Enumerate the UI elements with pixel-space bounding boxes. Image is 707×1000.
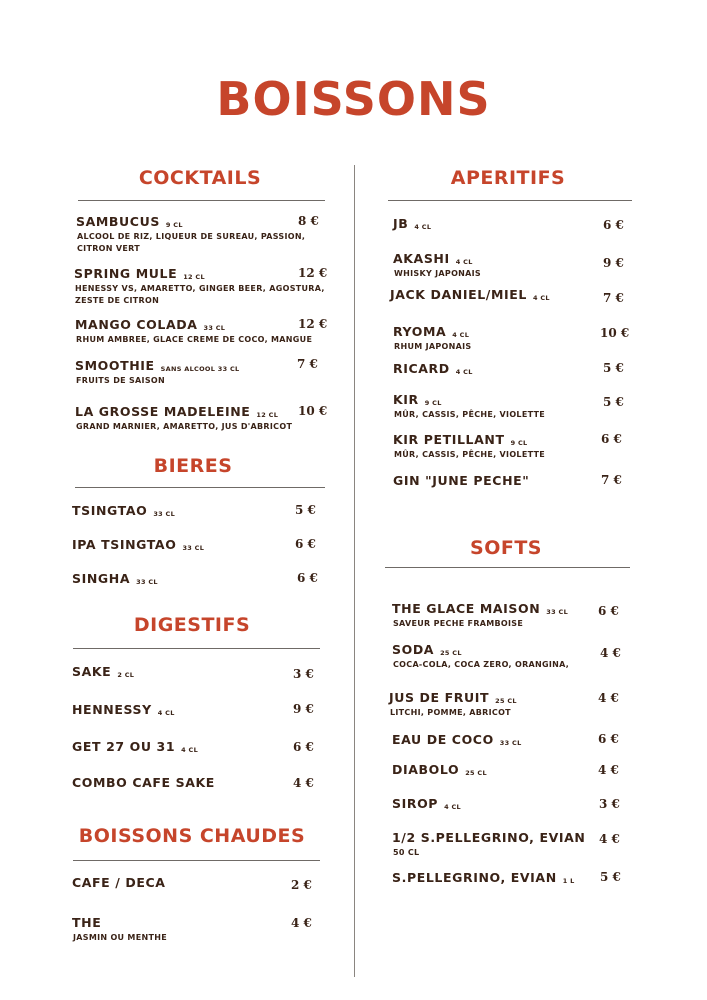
item-description: CITRON VERT: [77, 243, 140, 253]
menu-item-name: [72, 571, 158, 586]
item-price: 5 €: [600, 870, 621, 884]
section-divider: [73, 648, 320, 649]
item-name: JACK DANIEL/MIEL: [390, 287, 527, 302]
menu-item-name: [72, 739, 198, 754]
item-price: 6 €: [297, 571, 318, 585]
item-description: COCA-COLA, COCA ZERO, ORANGINA,: [393, 660, 570, 669]
section-divider: [385, 567, 630, 568]
item-volume: 4 CL: [532, 294, 550, 302]
item-description: HENESSY VS, AMARETTO, GINGER BEER, AGOSTURA,: [75, 284, 325, 293]
item-description: MÛR, CASSIS, PÊCHE, VIOLETTE: [394, 450, 546, 459]
item-price: 7 €: [601, 473, 622, 487]
item-description: ALCOOL DE RIZ, LIQUEUR DE SUREAU, PASSION,: [77, 232, 306, 241]
section-divider: [388, 200, 632, 201]
menu-item-name: [393, 251, 473, 266]
item-name: SINGHA: [72, 571, 131, 586]
item-name: KIR: [393, 392, 419, 407]
menu-item-name: [393, 216, 431, 231]
item-price: 9 €: [603, 256, 624, 270]
item-name: THE: [72, 915, 102, 930]
item-price: 7 €: [297, 357, 318, 371]
item-name: EAU DE COCO: [392, 732, 494, 747]
item-volume: 9 CL: [424, 399, 442, 407]
item-name: SMOOTHIE: [75, 358, 155, 373]
item-name: SIROP: [392, 796, 439, 811]
item-name: RYOMA: [393, 324, 447, 339]
menu-item-name: [392, 642, 462, 657]
item-price: 12 €: [298, 317, 328, 331]
item-volume: 33 CL: [203, 324, 226, 332]
item-price: 7 €: [603, 291, 624, 305]
item-volume: 25 CL: [440, 649, 462, 657]
item-volume: 33 CL: [546, 608, 569, 616]
item-volume: 9 CL: [165, 221, 183, 229]
item-volume: 4 CL: [444, 803, 461, 811]
item-volume: 12 CL: [183, 273, 205, 281]
section-divider: [75, 487, 325, 488]
item-name: GIN "JUNE PECHE": [393, 473, 530, 488]
menu-item-name: [72, 915, 101, 930]
menu-item-name: [392, 762, 487, 777]
item-price: 3 €: [599, 797, 620, 811]
item-name: GET 27 OU 31: [72, 739, 176, 754]
menu-item-name: [390, 287, 550, 302]
item-volume: 12 CL: [256, 411, 279, 419]
item-price: 12 €: [298, 266, 328, 280]
menu-item-name: [389, 690, 517, 705]
item-name: MANGO COLADA: [75, 317, 198, 332]
item-description: FRUITS DE SAISON: [76, 376, 165, 385]
item-name: SODA: [392, 642, 435, 657]
item-price: 6 €: [598, 604, 619, 618]
item-volume: 4 CL: [181, 746, 199, 754]
menu-item-name: [393, 324, 469, 339]
item-description: LITCHI, POMME, ABRICOT: [390, 708, 511, 717]
menu-item-name: [392, 732, 522, 747]
item-price: 6 €: [601, 432, 622, 446]
section-title: APERITIFS: [450, 167, 566, 189]
item-name: 1/2 S.PELLEGRINO, EVIAN: [392, 830, 586, 845]
item-price: 5 €: [603, 361, 624, 375]
section-title: DIGESTIFS: [133, 614, 251, 636]
item-volume: 2 CL: [117, 671, 135, 679]
menu-item-name: [72, 503, 175, 518]
item-description: ZESTE DE CITRON: [75, 295, 160, 305]
item-volume: 9 CL: [510, 439, 528, 447]
menu-item-name: [393, 473, 529, 488]
section-divider: [73, 860, 320, 861]
item-price: 4 €: [600, 646, 621, 660]
item-volume: 1 L: [562, 877, 575, 885]
section-title: COCKTAILS: [138, 167, 262, 189]
item-name: SPRING MULE: [74, 266, 178, 281]
item-price: 6 €: [295, 537, 316, 551]
item-description: JASMIN OU MENTHE: [73, 933, 167, 942]
item-name: COMBO CAFE SAKE: [72, 775, 215, 790]
item-price: 5 €: [603, 395, 624, 409]
item-name: S.PELLEGRINO, EVIAN: [392, 870, 557, 885]
menu-item-name: [393, 392, 442, 407]
item-name: LA GROSSE MADELEINE: [75, 404, 251, 419]
item-price: 8 €: [298, 214, 319, 228]
item-name: THE GLACE MAISON: [392, 601, 541, 616]
item-description: RHUM AMBREE, GLACE CREME DE COCO, MANGUE: [76, 335, 313, 344]
item-name: KIR PETILLANT: [393, 432, 505, 447]
item-price: 3 €: [293, 667, 314, 681]
item-description: 50 CL: [393, 848, 420, 857]
item-description: MÛR, CASSIS, PÊCHE, VIOLETTE: [394, 410, 546, 419]
item-name: TSINGTAO: [72, 503, 148, 518]
item-volume: 25 CL: [465, 769, 487, 777]
menu-item-name: [392, 796, 461, 811]
item-price: 4 €: [293, 776, 314, 790]
item-volume: 4 CL: [455, 368, 473, 376]
item-name: DIABOLO: [392, 762, 460, 777]
menu-item-name: [76, 214, 183, 229]
item-price: 6 €: [293, 740, 314, 754]
menu-item-name: [392, 870, 575, 885]
item-price: 2 €: [291, 878, 312, 892]
menu-item-name: [393, 432, 528, 447]
item-volume: SANS ALCOOL 33 CL: [160, 365, 240, 373]
item-name: HENNESSY: [72, 702, 152, 717]
section-divider: [78, 200, 325, 201]
page-title: BOISSONS: [216, 72, 491, 126]
menu-item-name: [72, 537, 204, 552]
item-name: CAFE / DECA: [72, 875, 166, 890]
item-name: SAMBUCUS: [76, 214, 160, 229]
item-volume: 4 CL: [455, 258, 473, 266]
item-volume: 4 CL: [414, 223, 432, 231]
item-name: JB: [393, 216, 409, 231]
menu-item-name: [75, 358, 240, 373]
section-title: SOFTS: [470, 537, 542, 559]
item-volume: 4 CL: [452, 331, 470, 339]
item-price: 4 €: [599, 832, 620, 846]
menu-item-name: [72, 875, 166, 890]
item-volume: 33 CL: [182, 544, 205, 552]
item-name: RICARD: [393, 361, 450, 376]
item-price: 4 €: [598, 763, 619, 777]
section-title: BOISSONS CHAUDES: [78, 825, 306, 847]
column-divider: [354, 165, 355, 977]
item-price: 5 €: [295, 503, 316, 517]
menu-item-name: [75, 404, 278, 419]
item-volume: 33 CL: [153, 510, 176, 518]
item-description: WHISKY JAPONAIS: [394, 269, 481, 278]
menu-item-name: [75, 317, 225, 332]
item-volume: 33 CL: [499, 739, 522, 747]
item-name: AKASHI: [393, 251, 450, 266]
item-name: SAKE: [72, 664, 112, 679]
item-price: 9 €: [293, 702, 314, 716]
menu-item-name: [72, 775, 215, 790]
item-volume: 4 CL: [157, 709, 175, 717]
menu-item-name: [72, 664, 134, 679]
menu-item-name: [393, 361, 473, 376]
item-name: IPA TSINGTAO: [72, 537, 177, 552]
section-title: BIERES: [153, 455, 233, 477]
item-description: GRAND MARNIER, AMARETTO, JUS D'ABRICOT: [76, 422, 293, 431]
item-description: RHUM JAPONAIS: [394, 342, 472, 351]
item-description: SAVEUR PECHE FRAMBOISE: [393, 619, 524, 628]
item-price: 10 €: [298, 404, 328, 418]
item-price: 6 €: [598, 732, 619, 746]
item-price: 10 €: [600, 326, 630, 340]
menu-item-name: [392, 601, 568, 616]
menu-item-name: [392, 830, 585, 845]
item-volume: 33 CL: [136, 578, 158, 586]
item-price: 4 €: [291, 916, 312, 930]
menu-item-name: [72, 702, 175, 717]
menu-item-name: [74, 266, 205, 281]
item-price: 6 €: [603, 218, 624, 232]
item-price: 4 €: [598, 691, 619, 705]
item-name: JUS DE FRUIT: [389, 690, 490, 705]
item-volume: 25 CL: [495, 697, 517, 705]
